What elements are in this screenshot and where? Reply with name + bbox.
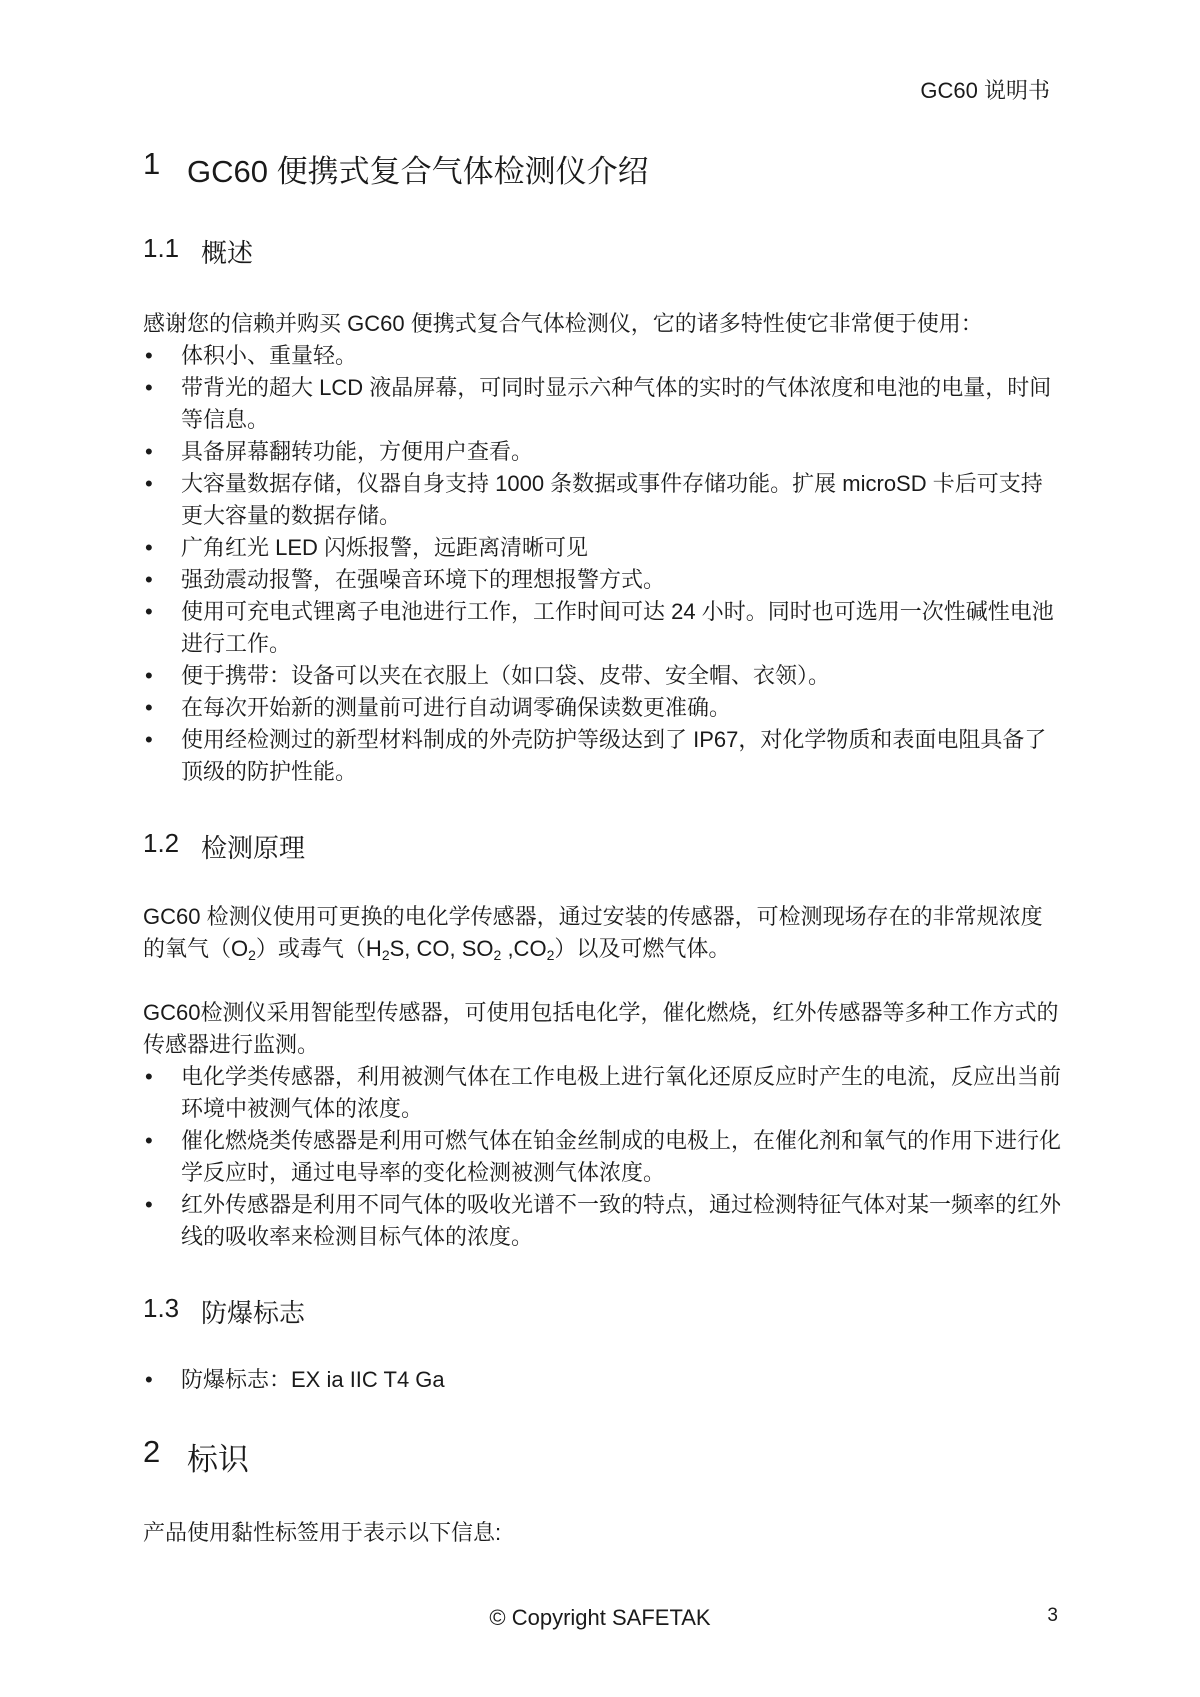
section-title: 概述 [201, 238, 254, 268]
explosion-proof-list [143, 1364, 1063, 1396]
sensor-type-list [143, 1061, 1063, 1253]
section-1-2-heading [143, 828, 1063, 865]
section-title: 防爆标志 [201, 1298, 306, 1328]
list-item: • 体积小、重量轻。 [143, 340, 1063, 372]
page-header: GC60 说明书 [920, 78, 1050, 103]
feature-list [143, 340, 1063, 788]
section-2-heading [143, 1434, 1063, 1479]
page-number: 3 [1047, 1605, 1058, 1626]
copyright-footer: © Copyright SAFETAK [489, 1605, 711, 1630]
list-item: • 催化燃烧类传感器是利用可燃气体在铂金丝制成的电极上，在催化剂和氧气的作用下进行化学反应时，通过电导率的变化检测被测气体浓度。 [143, 1125, 1063, 1189]
list-item: • 电化学类传感器，利用被测气体在工作电极上进行氧化还原反应时产生的电流，反应出当前环境中被测气体的浓度。 [143, 1061, 1063, 1125]
section-number: 1.2 [143, 828, 180, 858]
section-title: 检测原理 [201, 833, 306, 863]
list-item: • 使用可充电式锂离子电池进行工作，工作时间可达 24 小时。同时也可选用一次性碱性电池进行工作。 [143, 596, 1063, 660]
section-1-1-heading [143, 233, 1063, 270]
section-title: 标识 [187, 1442, 249, 1477]
section-title: GC60 便携式复合气体检测仪介绍 [187, 154, 649, 189]
section-number: 1.3 [143, 1293, 180, 1323]
list-item: • 在每次开始新的测量前可进行自动调零确保读数更准确。 [143, 692, 1063, 724]
list-item: • 带背光的超大 LCD 液晶屏幕，可同时显示六种气体的实时的气体浓度和电池的电量，时间等信息。 [143, 372, 1063, 436]
section-1-3-heading [143, 1293, 1063, 1330]
list-item: • 红外传感器是利用不同气体的吸收光谱不一致的特点，通过检测特征气体对某一频率的红外线的吸收率来检测目标气体的浓度。 [143, 1189, 1063, 1253]
list-item: • 防爆标志：EX ia IIC T4 Ga [143, 1364, 1063, 1396]
list-item: • 大容量数据存储，仪器自身支持 1000 条数据或事件存储功能。扩展 microSD 卡后可支持更大容量的数据存储。 [143, 468, 1063, 532]
section-number: 2 [143, 1434, 161, 1469]
document-body [143, 140, 1063, 1549]
label-paragraph: 产品使用黏性标签用于表示以下信息: [143, 1520, 502, 1545]
list-item: • 便于携带：设备可以夹在衣服上（如口袋、皮带、安全帽、衣领）。 [143, 660, 1063, 692]
section-number: 1.1 [143, 233, 180, 263]
list-item: • 使用经检测过的新型材料制成的外壳防护等级达到了 IP67，对化学物质和表面电阻具备了顶级的防护性能。 [143, 724, 1063, 788]
list-item: • 广角红光 LED 闪烁报警，远距离清晰可见 [143, 532, 1063, 564]
list-item: • 具备屏幕翻转功能，方便用户查看。 [143, 436, 1063, 468]
intro-paragraph: 感谢您的信赖并购买 GC60 便携式复合气体检测仪，它的诸多特性使它非常便于使用： [143, 311, 983, 336]
section-1-heading [143, 146, 1063, 191]
list-item: • 强劲震动报警，在强噪音环境下的理想报警方式。 [143, 564, 1063, 596]
sensor-paragraph: GC60检测仪采用智能型传感器，可使用包括电化学，催化燃烧，红外传感器等多种工作方式的传感器进行监测。 [143, 1000, 1059, 1057]
principle-paragraph: GC60 检测仪使用可更换的电化学传感器，通过安装的传感器，可检测现场存在的非常规浓度的氧气$(O_2)$或毒气（$H_2S$, CO, $SO_2$ $,CO_2$）以及可燃气体。 [143, 904, 1043, 963]
section-number: 1 [143, 146, 161, 181]
